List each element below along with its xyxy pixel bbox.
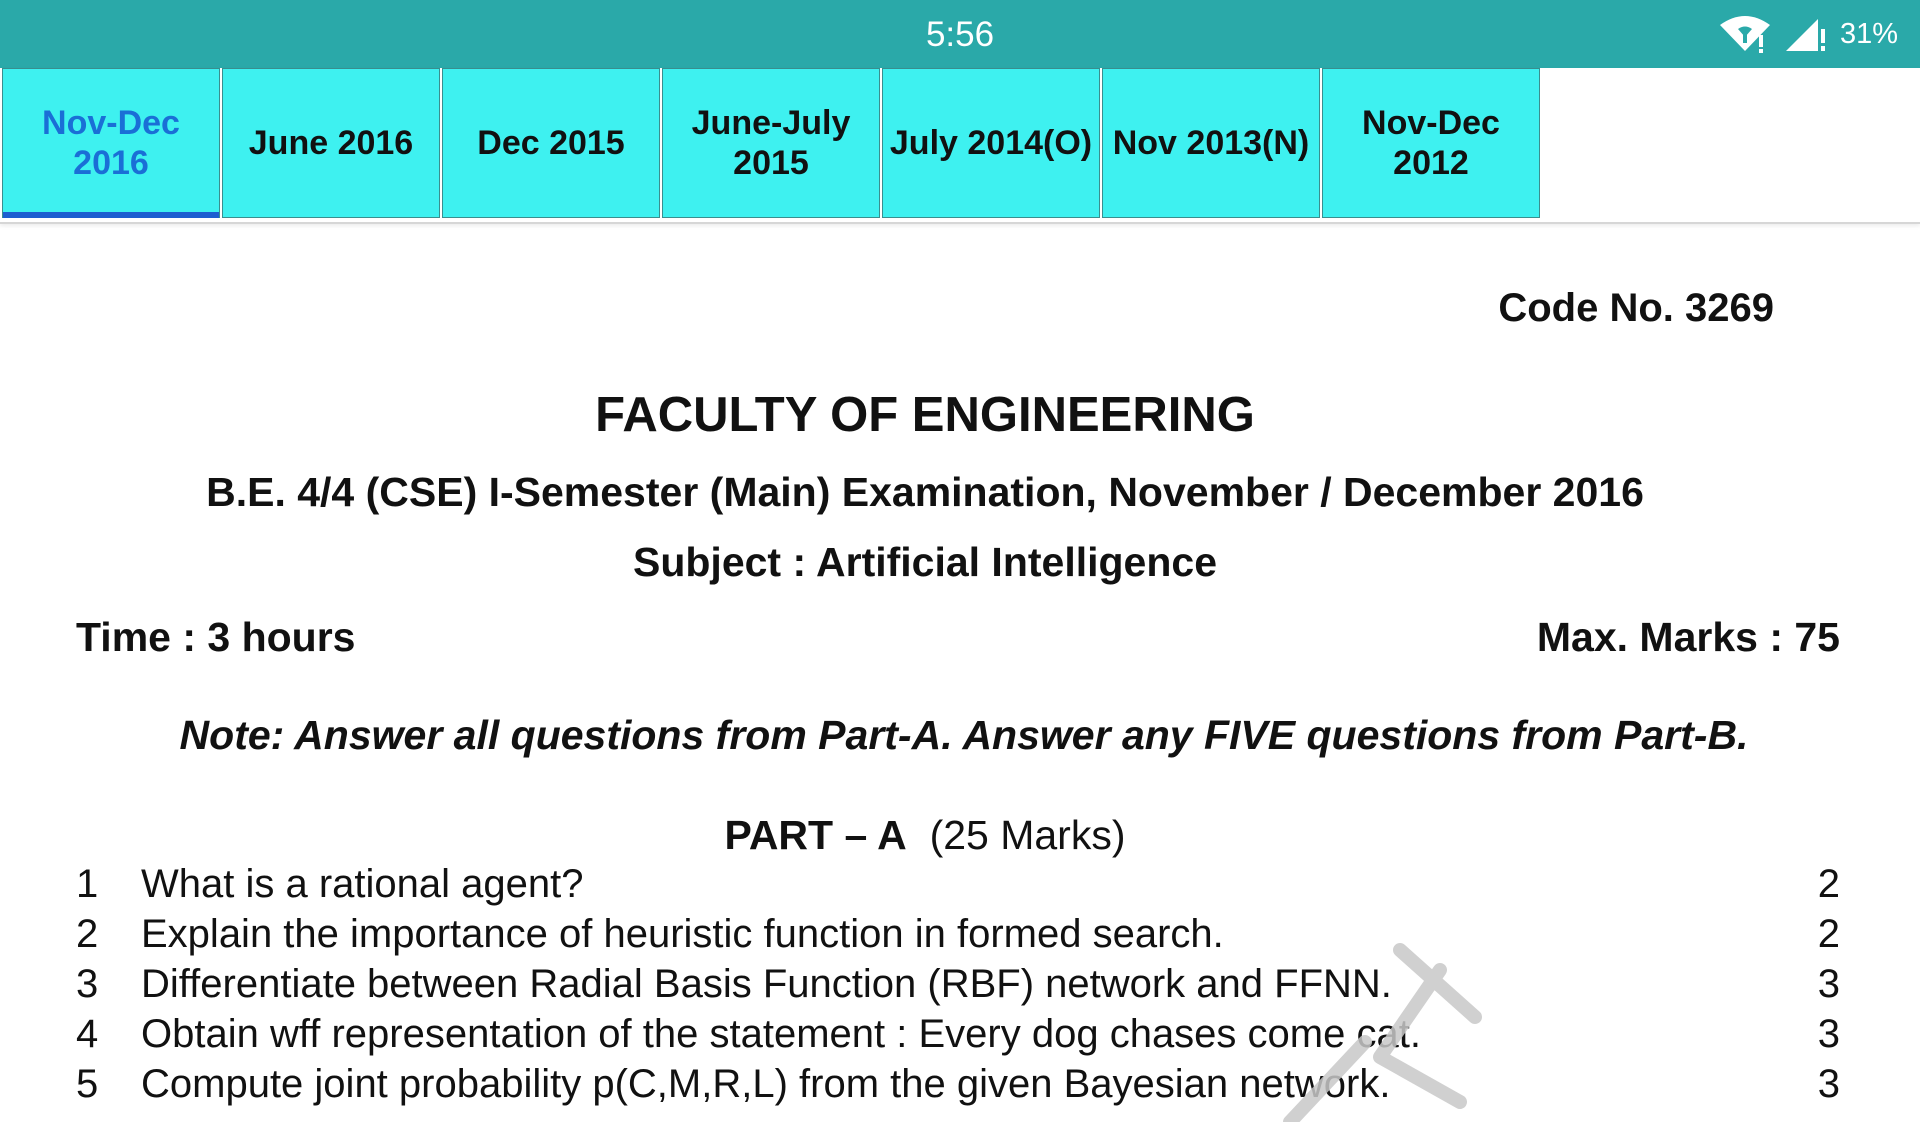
tab-dec-2015[interactable]: Dec 2015 xyxy=(442,68,660,218)
faculty-heading: FACULTY OF ENGINEERING xyxy=(595,388,1255,442)
part-a-heading xyxy=(0,812,1850,859)
max-marks: Max. Marks : 75 xyxy=(1536,614,1840,660)
question-marks: 2 xyxy=(1817,912,1840,956)
tab-june-july-2015[interactable]: June-July 2015 xyxy=(662,68,880,218)
question-text: Obtain wff representation of the statement : Every dog chases come cat. xyxy=(141,1012,1421,1056)
instructions-note: Note: Answer all questions from Part-A. Answer any FIVE questions from Part-B. xyxy=(179,712,1749,758)
tab-nov-dec-2016[interactable]: Nov-Dec 2016 xyxy=(2,68,220,218)
wifi-icon xyxy=(1718,15,1772,53)
question-marks: 3 xyxy=(1817,1012,1840,1056)
question-number: 1 xyxy=(76,862,99,906)
part-a-marks: (25 Marks) xyxy=(929,812,1126,858)
question-text: What is a rational agent? xyxy=(141,862,584,906)
exam-title: B.E. 4/4 (CSE) I-Semester (Main) Examination, November / December 2016 xyxy=(206,469,1644,515)
status-time: 5:56 xyxy=(925,15,995,54)
year-tab-bar xyxy=(0,68,1920,224)
battery-percent: 31% xyxy=(1839,17,1898,50)
question-number: 3 xyxy=(76,962,99,1006)
question-number: 4 xyxy=(76,1012,99,1056)
signal-icon xyxy=(1784,15,1828,53)
question-marks: 2 xyxy=(1817,862,1840,906)
status-bar xyxy=(0,0,1920,68)
question-row xyxy=(0,862,1920,912)
question-text: Differentiate between Radial Basis Function (RBF) network and FFNN. xyxy=(141,962,1392,1006)
exam-time: Time : 3 hours xyxy=(76,614,356,660)
question-row xyxy=(0,1062,1920,1112)
question-row xyxy=(0,1012,1920,1062)
question-row xyxy=(0,912,1920,962)
subject-title: Subject : Artificial Intelligence xyxy=(633,539,1217,585)
question-row xyxy=(0,962,1920,1012)
tab-list xyxy=(0,68,1920,220)
question-marks: 3 xyxy=(1817,962,1840,1006)
question-number: 2 xyxy=(76,912,99,956)
part-a-title: PART – A xyxy=(724,812,907,858)
question-number: 5 xyxy=(76,1062,99,1106)
question-text: Explain the importance of heuristic function in formed search. xyxy=(141,912,1224,956)
tab-july-2014-o[interactable]: July 2014(O) xyxy=(882,68,1100,218)
tab-june-2016[interactable]: June 2016 xyxy=(222,68,440,218)
code-number: Code No. 3269 xyxy=(1498,286,1774,330)
question-text: Compute joint probability p(C,M,R,L) from the given Bayesian network. xyxy=(141,1062,1391,1106)
question-marks: 3 xyxy=(1817,1062,1840,1106)
status-icons xyxy=(1718,0,1898,68)
question-paper[interactable] xyxy=(0,222,1920,1106)
tab-nov-2013-n[interactable]: Nov 2013(N) xyxy=(1102,68,1320,218)
tab-nov-dec-2012[interactable]: Nov-Dec 2012 xyxy=(1322,68,1540,218)
